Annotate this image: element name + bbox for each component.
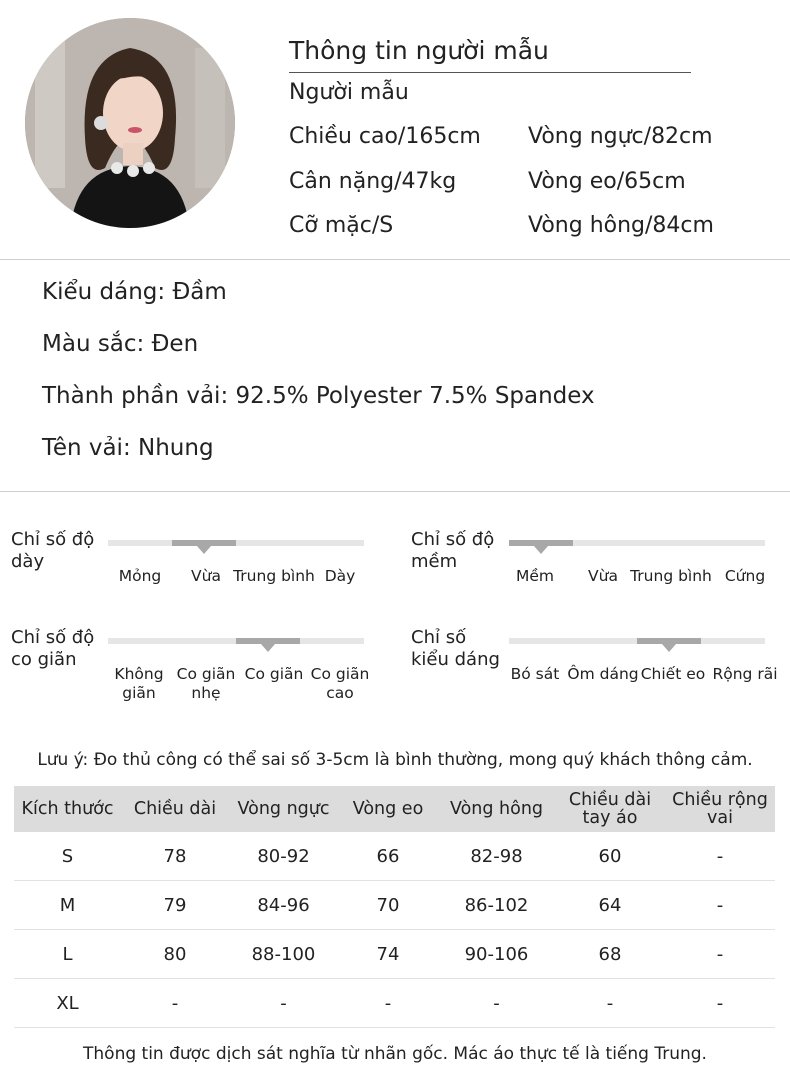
scale-label-line: Chỉ số — [411, 627, 467, 648]
section-divider — [0, 259, 790, 260]
scale-option-line: Không — [114, 665, 164, 683]
scale-marker-icon — [197, 546, 211, 554]
size-label-cell: L — [14, 930, 121, 979]
product-style: Kiểu dáng: Đầm — [42, 279, 227, 305]
table-cell: 64 — [555, 881, 665, 930]
table-header-line: Chiều dài — [133, 799, 217, 819]
scale-option-line: giãn — [122, 684, 156, 702]
scale-option-line: Mỏng — [118, 567, 162, 585]
scale-track — [509, 540, 765, 546]
scale-label — [11, 627, 94, 671]
table-cell: 90-106 — [438, 930, 555, 979]
table-cell: 88-100 — [229, 930, 338, 979]
table-cell: 74 — [338, 930, 438, 979]
scale-option-line: Dày — [324, 567, 356, 585]
scale-option-line: Rộng rãi — [712, 665, 778, 683]
table-cell: - — [665, 881, 775, 930]
scale-option-line: Trung bình — [630, 567, 712, 585]
scale-track — [108, 638, 364, 644]
table-header-line: Kích thước — [21, 799, 114, 819]
table-cell: 78 — [121, 832, 229, 881]
model-size: Cỡ mặc/S — [289, 213, 394, 238]
measurement-note: Lưu ý: Đo thủ công có thể sai số 3-5cm là bình thường, mong quý khách thông cảm. — [37, 750, 753, 770]
scale-label-line: kiểu dáng — [411, 649, 500, 670]
table-header-cell — [338, 786, 438, 832]
table-cell: - — [665, 832, 775, 881]
table-header-cell — [665, 786, 775, 832]
size-label-cell: XL — [14, 979, 121, 1028]
scale-marker-icon — [662, 644, 676, 652]
scale-option-line: Chiết eo — [640, 665, 706, 683]
scale-option-line: cao — [326, 684, 354, 702]
table-cell: - — [438, 979, 555, 1028]
table-header-cell — [121, 786, 229, 832]
model-photo — [25, 18, 235, 228]
product-fabric-composition: Thành phần vải: 92.5% Polyester 7.5% Spandex — [42, 383, 595, 409]
scale-option-line: Cứng — [724, 567, 766, 585]
scale-track — [108, 540, 364, 546]
table-cell: - — [229, 979, 338, 1028]
title-underline — [289, 72, 691, 73]
scale-option-line: Mềm — [515, 567, 554, 585]
table-header-line: Vòng hông — [449, 799, 544, 819]
table-cell: - — [338, 979, 438, 1028]
scale-label — [411, 529, 494, 573]
table-cell: - — [555, 979, 665, 1028]
table-header-cell — [229, 786, 338, 832]
product-fabric-name: Tên vải: Nhung — [42, 435, 214, 461]
table-cell: - — [665, 979, 775, 1028]
table-header-line: tay áo — [582, 808, 638, 828]
table-cell: 80 — [121, 930, 229, 979]
scale-marker-icon — [534, 546, 548, 554]
section-divider — [0, 491, 790, 492]
scale-label — [411, 627, 500, 671]
table-cell: 68 — [555, 930, 665, 979]
table-row — [14, 979, 775, 1028]
model-hip: Vòng hông/84cm — [528, 213, 714, 238]
scale-track — [509, 638, 765, 644]
scale-label-line: dày — [11, 551, 45, 572]
table-cell: 70 — [338, 881, 438, 930]
table-header-cell — [14, 786, 121, 832]
scale-option-line: nhẹ — [191, 684, 221, 702]
translation-footer: Thông tin được dịch sát nghĩa từ nhãn gốc. Mác áo thực tế là tiếng Trung. — [83, 1044, 707, 1064]
table-cell: - — [121, 979, 229, 1028]
model-waist: Vòng eo/65cm — [528, 169, 686, 194]
table-row — [14, 881, 775, 930]
scale-option-line: Ôm dáng — [567, 665, 639, 683]
table-header-line: Chiều rộng — [672, 790, 768, 810]
scale-marker-icon — [261, 644, 275, 652]
table-cell: 82-98 — [438, 832, 555, 881]
table-cell: 86-102 — [438, 881, 555, 930]
size-label-cell: S — [14, 832, 121, 881]
scale-option-line: Co giãn — [310, 665, 370, 683]
scale-option-line: Bó sát — [510, 665, 560, 683]
table-header-row — [14, 786, 775, 832]
model-bust: Vòng ngực/82cm — [528, 124, 713, 149]
table-body — [14, 832, 775, 1028]
table-row — [14, 930, 775, 979]
table-cell: 84-96 — [229, 881, 338, 930]
scale-option — [295, 567, 385, 586]
table-header-cell — [555, 786, 665, 832]
scale-option — [700, 665, 790, 684]
scale-option — [700, 567, 790, 586]
scale-option-line: Vừa — [191, 567, 221, 585]
model-avatar — [25, 18, 235, 228]
scale-label-line: Chỉ số độ — [411, 529, 495, 550]
scale-option-line: Vừa — [588, 567, 618, 585]
size-table — [14, 786, 775, 1028]
model-weight: Cân nặng/47kg — [289, 169, 457, 194]
scale-label-line: Chỉ số độ — [11, 529, 95, 550]
table-header-line: Vòng ngực — [237, 799, 330, 819]
table-cell: 79 — [121, 881, 229, 930]
table-row — [14, 832, 775, 881]
table-header-line: Chiều dài — [568, 790, 652, 810]
model-role: Người mẫu — [289, 80, 409, 105]
scale-label-line: mềm — [411, 551, 458, 572]
table-header-line: vai — [707, 808, 733, 828]
model-height: Chiều cao/165cm — [289, 124, 481, 149]
scale-label-line: co giãn — [11, 649, 77, 670]
model-info-title: Thông tin người mẫu — [289, 36, 549, 65]
table-header-cell — [438, 786, 555, 832]
scale-option — [295, 665, 385, 703]
product-color: Màu sắc: Đen — [42, 331, 199, 357]
table-header-line: Vòng eo — [352, 799, 424, 819]
size-label-cell: M — [14, 881, 121, 930]
scale-option-line: Co giãn — [244, 665, 304, 683]
scale-label-line: Chỉ số độ — [11, 627, 95, 648]
table-cell: 80-92 — [229, 832, 338, 881]
scale-label — [11, 529, 94, 573]
table-cell: 66 — [338, 832, 438, 881]
scale-option-line: Co giãn — [176, 665, 236, 683]
table-cell: - — [665, 930, 775, 979]
scale-option-line: Trung bình — [233, 567, 315, 585]
table-cell: 60 — [555, 832, 665, 881]
